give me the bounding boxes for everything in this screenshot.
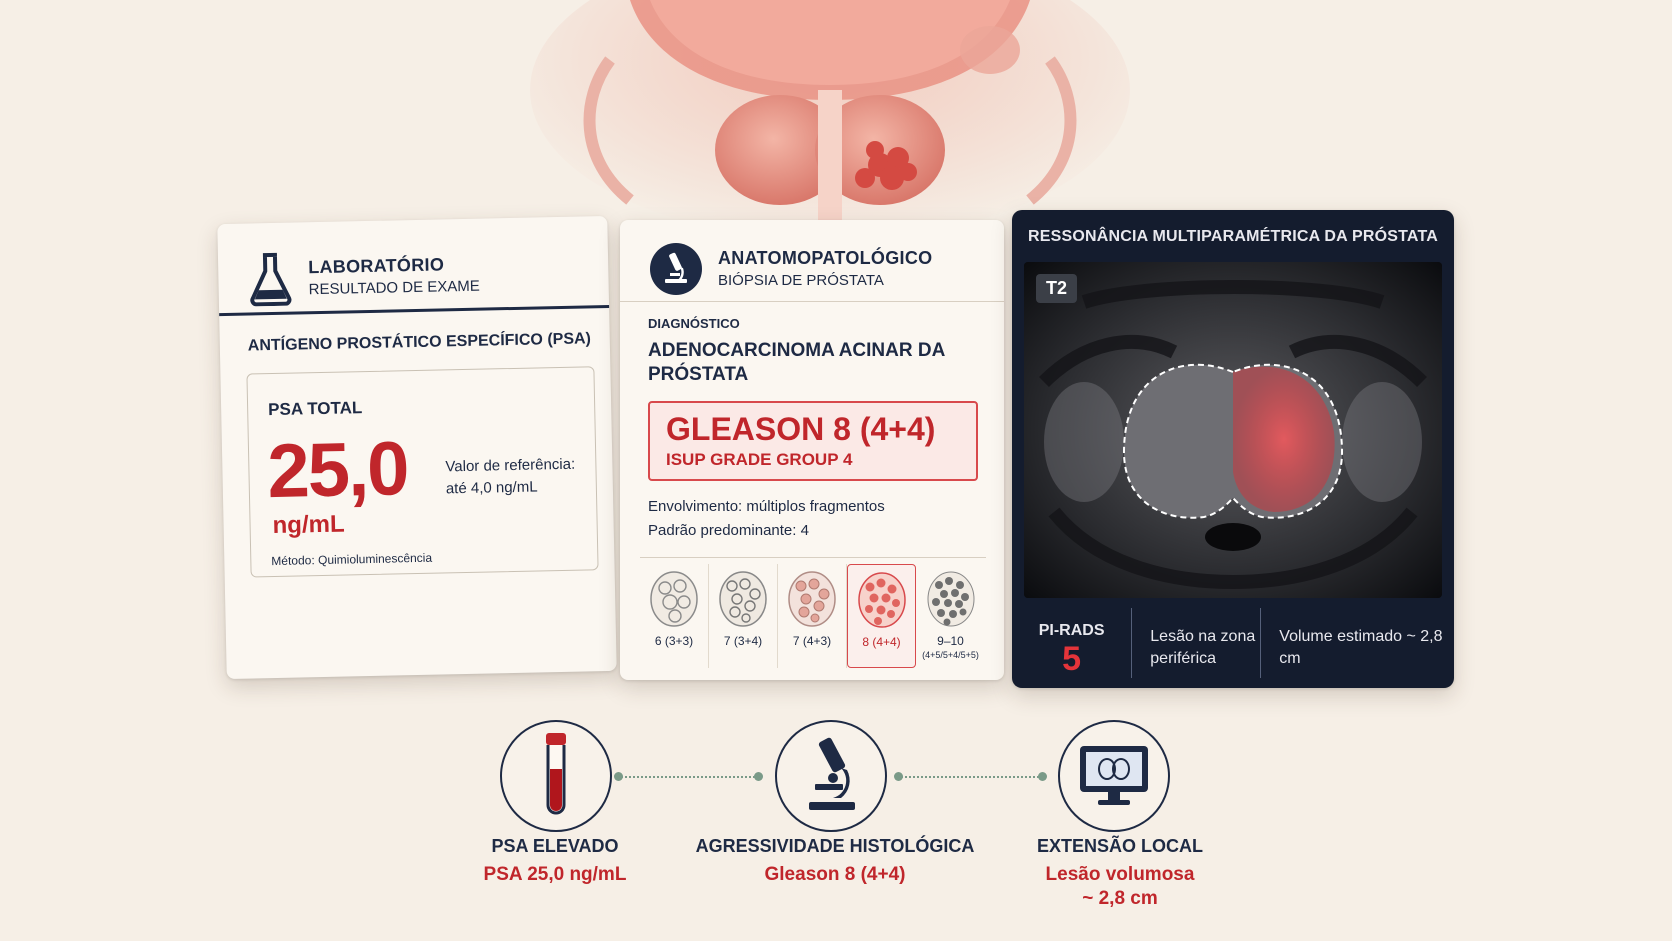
gland-pattern-icon [648,570,700,628]
lab-card [217,216,616,679]
flow-dot [1038,772,1047,781]
pathology-card-header [620,220,1004,302]
reference-value: até 4,0 ng/mL [445,478,538,498]
gleason-score: GLEASON 8 (4+4) [666,411,936,447]
flow-label-psa [430,836,680,887]
involvement-text: Envolvimento: múltiplos fragmentos [648,498,885,515]
flow-connector [618,776,758,778]
pathology-card [620,220,1004,680]
volume-text: Volume estimado ~ 2,8 cm [1279,628,1443,667]
psa-value: 25,0 [266,426,409,515]
gleason-box [648,401,978,481]
gleason-pattern-9-10 [916,564,985,668]
mri-title: RESSONÂNCIA MULTIPARAMÉTRICA DA PRÓSTATA [1027,228,1439,245]
gland-pattern-icon [925,570,977,628]
lesion-text: Lesão na zona periférica [1132,608,1261,678]
gleason-pattern-7a [709,564,778,668]
pattern-label: 6 (3+3) [654,634,694,648]
lab-subtitle: RESULTADO DE EXAME [308,277,480,299]
predominant-pattern-text: Padrão predominante: 4 [648,522,809,539]
mri-card [1012,210,1454,688]
flow-connector [898,776,1046,778]
gland-pattern-icon [717,570,769,628]
pathology-title: ANATOMOPATOLÓGICO [718,248,933,268]
microscope-badge-icon [650,243,702,295]
mri-footer [1012,608,1454,678]
gleason-pattern-8-active [847,564,916,668]
flow-histology-title: AGRESSIVIDADE HISTOLÓGICA [695,836,975,856]
pirads-block [1012,608,1132,678]
flow-dot [614,772,623,781]
flow-dot [894,772,903,781]
isup-grade: ISUP GRADE GROUP 4 [666,450,853,469]
flow-label-histology [690,836,980,887]
diagnosis-value: ADENOCARCINOMA ACINAR DA PRÓSTATA [648,340,945,385]
mri-image [1024,262,1442,598]
flow-histology-value: Gleason 8 (4+4) [764,864,906,885]
psa-label: PSA TOTAL [267,398,363,420]
psa-section-title: ANTÍGENO PROSTÁTICO ESPECÍFICO (PSA) [247,330,592,355]
gleason-pattern-7b [778,564,847,668]
gland-pattern-icon [856,571,908,629]
method-text: Método: Quimioluminescência [271,550,433,569]
flow-extent-title: EXTENSÃO LOCAL [1036,836,1203,856]
flask-icon [248,251,293,306]
microscope-icon [775,720,887,832]
flow-dot [754,772,763,781]
gleason-pattern-6 [640,564,709,668]
blood-tube-icon [500,720,612,832]
monitor-icon [1058,720,1170,832]
gleason-pattern-row [640,557,986,668]
flow-extent-value-1: Lesão volumosa [1045,864,1195,885]
flow-label-extent [1000,836,1240,911]
flow-psa-value: PSA 25,0 ng/mL [483,864,627,885]
lab-title: LABORATÓRIO [307,254,445,278]
lab-card-header [217,216,609,316]
psa-unit: ng/mL [272,510,345,540]
reference-label: Valor de referência: [445,455,576,476]
pattern-label: 7 (3+4) [723,634,763,648]
gland-pattern-icon [786,570,838,628]
mri-scan-graphic [1024,262,1442,598]
flow-extent-value-2: ~ 2,8 cm [1082,888,1158,909]
pathology-subtitle: BIÓPSIA DE PRÓSTATA [718,272,884,289]
psa-result-box [246,366,598,577]
prostate-anatomy-illustration [520,0,1140,230]
pattern-sublabel: (4+5/5+4/5+5) [922,650,979,660]
sequence-tag: T2 [1036,274,1077,303]
pirads-value: 5 [1062,640,1082,678]
flow-psa-title: PSA ELEVADO [491,836,619,856]
diagnosis-label: DIAGNÓSTICO [648,316,740,331]
pirads-label: PI-RADS [1038,622,1105,639]
pattern-label: 7 (4+3) [792,634,832,648]
pattern-label: 9–10 [937,634,964,648]
pattern-label: 8 (4+4) [862,635,901,649]
